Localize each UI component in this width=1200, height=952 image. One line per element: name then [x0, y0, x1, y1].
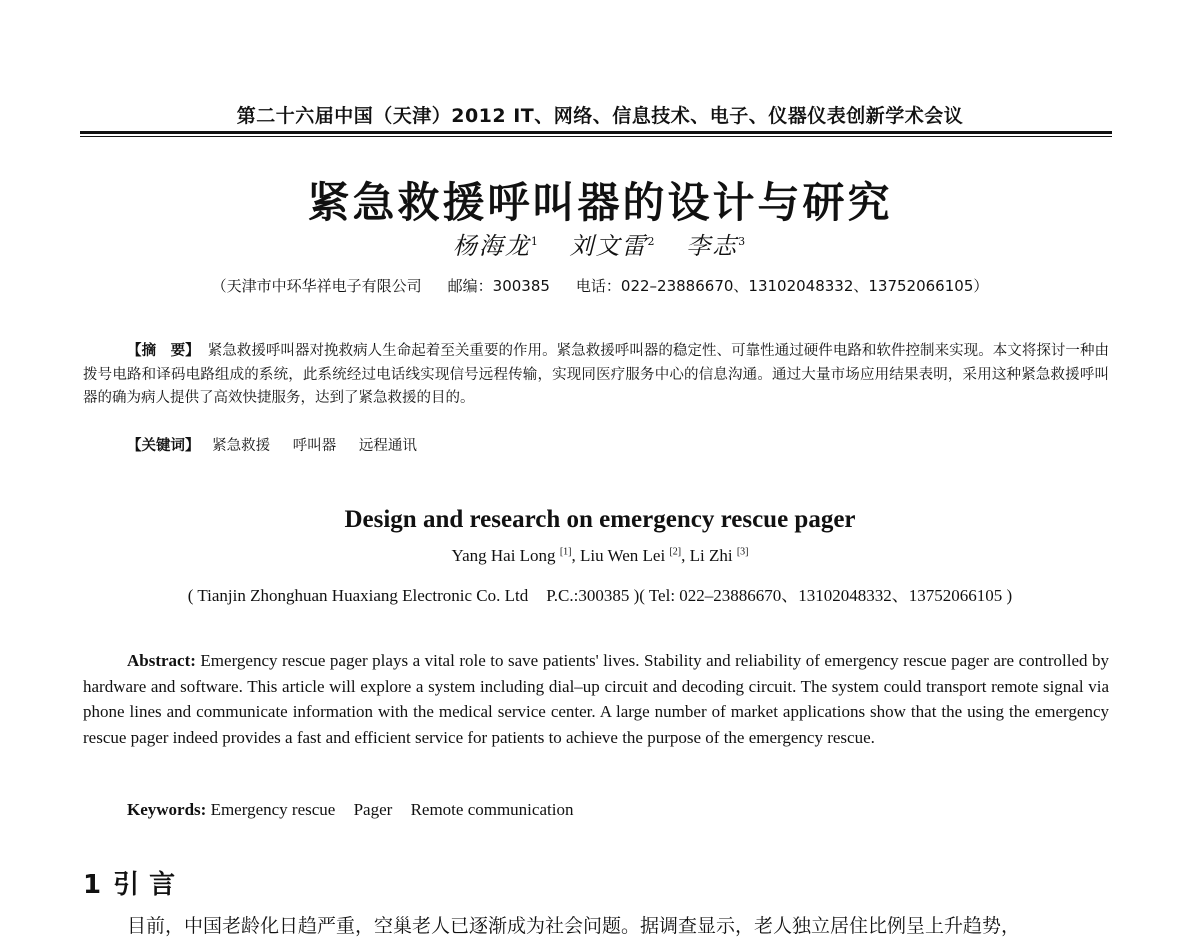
keywords-cn-label: 【关键词】 — [127, 438, 200, 454]
affiliation-en-phone: ( Tel: 022–23886670、13102048332、13752066105 ) — [639, 586, 1013, 605]
paper-title-en: Design and research on emergency rescue pager — [344, 506, 856, 533]
affiliation-en-org: ( Tianjin Zhonghuan Huaxiang Electronic Co. Ltd — [187, 586, 529, 605]
authors-en: Yang Hai Long [1], Liu Wen Lei [2], Li Zhi [3] — [451, 546, 749, 565]
keyword-en-2: Pager — [353, 800, 393, 819]
keywords-cn — [127, 434, 435, 455]
affiliation-cn — [0, 275, 1200, 296]
keyword-cn-3: 远程通讯 — [358, 438, 417, 454]
authors-cn — [0, 226, 1200, 261]
author-cn-2: 刘文雷$^2$ — [569, 232, 657, 260]
affiliation-cn-phone: 电话：022–23886670、13102048332、13752066105） — [575, 277, 989, 295]
paper-title-cn: 紧急救援呼叫器的设计与研究 — [307, 178, 893, 227]
abstract-cn-text: 紧急救援呼叫器对挽救病人生命起着至关重要的作用。紧急救援呼叫器的稳定性、可靠性通过硬件电路和软件控制来实现。本文将探讨一种由拨号电路和译码电路组成的系统，此系统经过电话线实现信号远程传输，实现同医疗服务中心的信息沟通。通过大量市场应用结果表明，采用这种紧急救援呼叫器的确为病人提供了高效快捷服务，达到了紧急救援的目的。 — [83, 343, 1110, 406]
section-title: 引言 — [113, 870, 186, 900]
keywords-en-label: Keywords: — [127, 800, 207, 819]
author-en-2: Liu Wen Lei [2] — [579, 546, 682, 565]
header-rule-thick — [80, 131, 1112, 134]
author-en-1: Yang Hai Long [1] — [451, 546, 572, 565]
keyword-en-3: Remote communication — [410, 800, 574, 819]
section-heading — [83, 864, 185, 901]
abstract-cn — [83, 340, 1109, 411]
abstract-en — [83, 648, 1109, 750]
affiliation-cn-postcode: 邮编：300385 — [447, 277, 550, 295]
keyword-en-1: Emergency rescue — [210, 800, 336, 819]
header-rule-thin — [80, 136, 1112, 137]
affiliation-en — [0, 581, 1200, 606]
author-en-3: Li Zhi [3] — [689, 546, 749, 565]
section-number: 1 — [83, 870, 102, 900]
affiliation-cn-org: （天津市中环华祥电子有限公司 — [211, 277, 422, 295]
conference-header: 第二十六届中国（天津）2012 IT、网络、信息技术、电子、仪器仪表创新学术会议 — [236, 105, 964, 127]
keywords-en — [127, 800, 587, 820]
abstract-en-label: Abstract: — [127, 651, 196, 670]
section-body-text: 目前，中国老龄化日趋严重，空巢老人已逐渐成为社会问题。据调查显示，老人独立居住比例呈上升趋势， — [127, 915, 1021, 937]
keyword-cn-1: 紧急救援 — [212, 438, 271, 454]
author-cn-3: 李志$^3$ — [686, 232, 748, 260]
keyword-cn-2: 呼叫器 — [292, 438, 337, 454]
abstract-cn-label: 【摘 要】 — [127, 343, 200, 359]
abstract-en-text: Emergency rescue pager plays a vital role to save patients' lives. Stability and reliability of emergency rescue pager are controlled by hardware and software. This article will explore a system including dial–up circuit and decoding circuit. The system could transport remote signal via phone lines and communicate information with the medical service center. A large number of market applications show that the using the emergency rescue pager indeed provides a fast and efficient service for patients to achieve the purpose of the emergency rescue. — [83, 651, 1109, 747]
author-cn-1: 杨海龙$^1$ — [452, 232, 540, 260]
affiliation-en-postcode: P.C.:300385 ) — [546, 586, 640, 605]
